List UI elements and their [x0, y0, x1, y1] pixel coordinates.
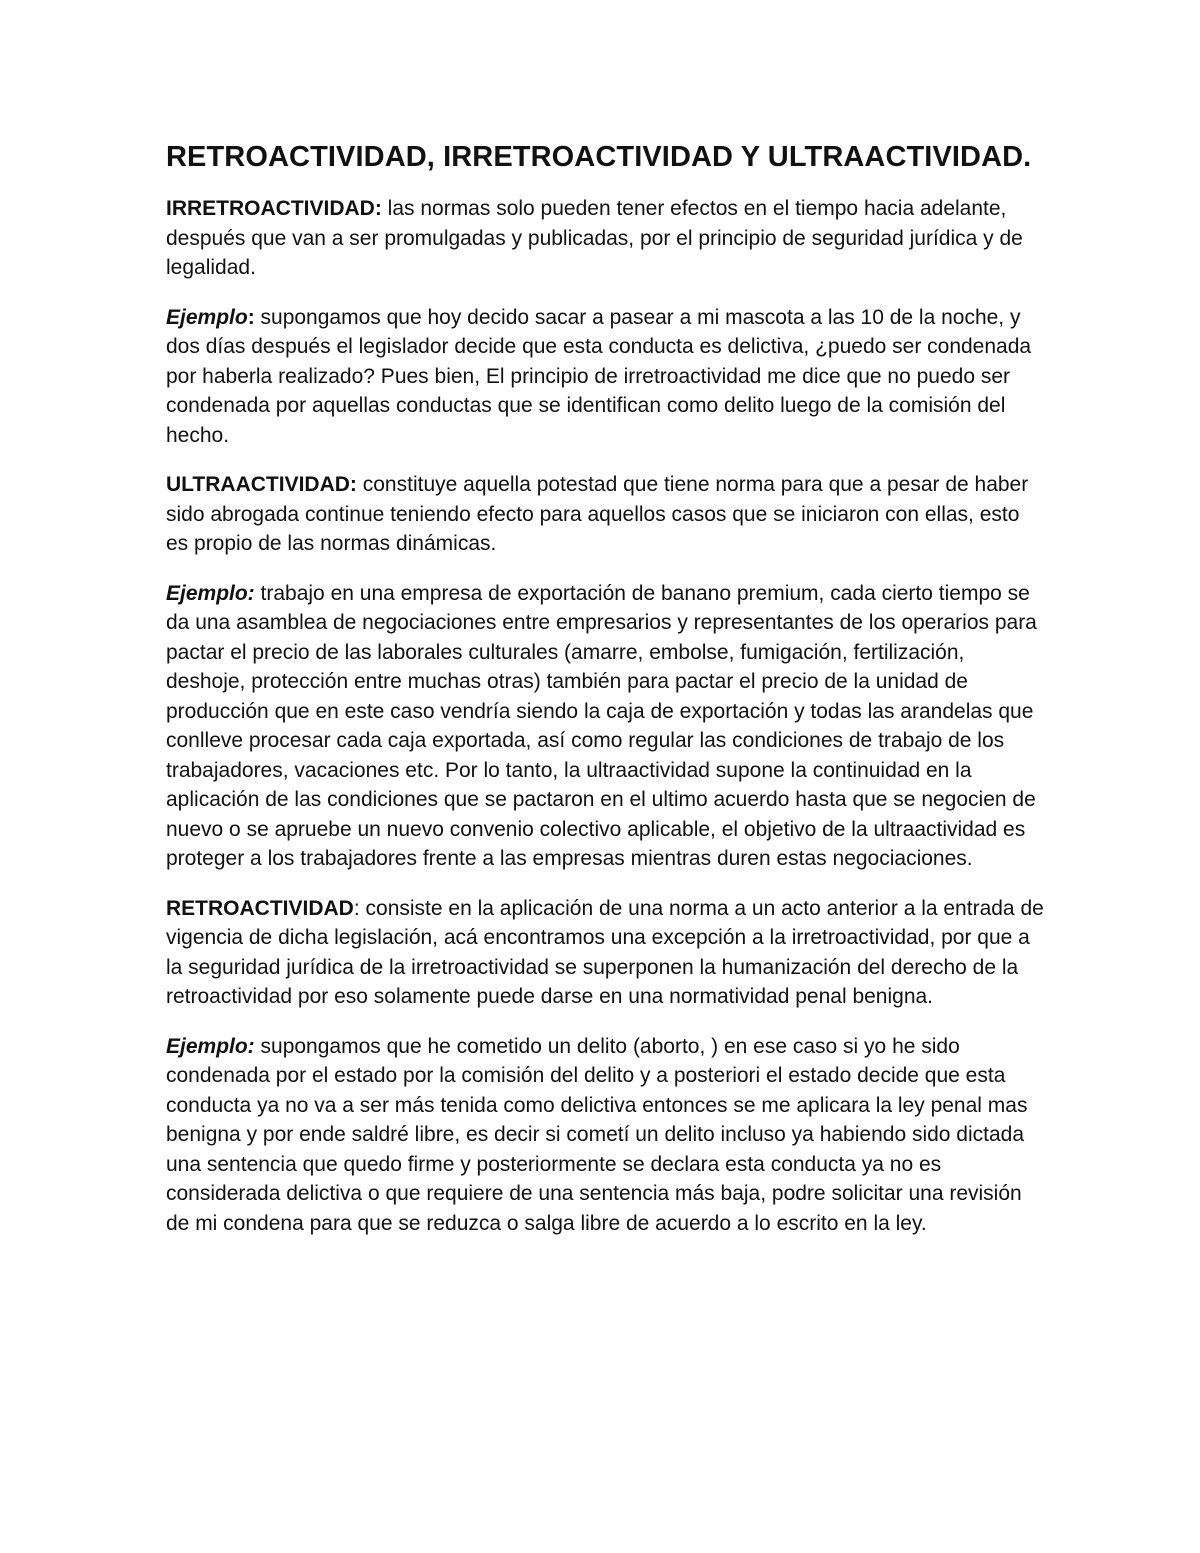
definition-ultraactividad: constituye aquella potestad que tiene norma para que a pesar de haber sido abrogada continue teniendo efecto para aquellos casos que se iniciaron con ellas, esto es propio de las normas dinámicas. — [166, 473, 1029, 555]
term-retroactividad: RETROACTIVIDAD — [166, 896, 354, 920]
example-text-retroactividad: supongamos que he cometido un delito (aborto, ) en ese caso si yo he sido condenada por el estado por la comisión del delito y a posteriori el estado decide que esta conducta ya no va a ser más tenida como delictiva entonces se me aplicara la ley penal mas benigna y por ende saldré libre, es decir si cometí un delito incluso ya habiendo sido dictada una sentencia que quedo firme y posteriormente se declara esta conducta ya no es considerada delictiva o que requiere de una sentencia más baja, podre solicitar una revisión de mi condena para que se reduzca o salga libre de acuerdo a lo escrito en la ley. — [166, 1034, 1028, 1235]
paragraph-example-irretroactividad — [166, 303, 1046, 451]
example-label: Ejemplo: — [166, 1034, 255, 1058]
paragraph-irretroactividad — [166, 194, 1046, 283]
paragraph-example-ultraactividad — [166, 579, 1046, 874]
term-colon: : — [353, 896, 360, 920]
example-text-ultraactividad: trabajo en una empresa de exportación de banano premium, cada cierto tiempo se da una asamblea de negociaciones entre empresarios y representantes de los operarios para pactar el precio de las laborales culturales (amarre, embolse, fumigación, fertilización, deshoje, protección entre muchas otras) también para pactar el precio de la unidad de producción que en este caso vendría siendo la caja de exportación y todas las arandelas que conlleve procesar cada caja exportada, así como regular las condiciones de trabajo de los trabajadores, vacaciones etc. Por lo tanto, la ultraactividad supone la continuidad en la aplicación de las condiciones que se pactaron en el ultimo acuerdo hasta que se negocien de nuevo o se apruebe un nuevo convenio colectivo aplicable, el objetivo de la ultraactividad es proteger a los trabajadores frente a las empresas mientras duren estas negociaciones. — [166, 581, 1037, 870]
document-body — [166, 138, 1046, 1258]
paragraph-retroactividad — [166, 894, 1046, 1012]
definition-irretroactividad: las normas solo pueden tener efectos en el tiempo hacia adelante, después que van a ser promulgadas y publicadas, por el principio de seguridad jurídica y de legalidad. — [166, 197, 1023, 279]
example-text-irretroactividad: supongamos que hoy decido sacar a pasear a mi mascota a las 10 de la noche, y dos días después el legislador decide que esta conducta es delictiva, ¿puedo ser condenada por haberla realizado? Pues bien, El principio de irretroactividad me dice que no puedo ser condenada por aquellas conductas que se identifican como delito luego de la comisión del hecho. — [166, 305, 1032, 447]
example-label: Ejemplo: — [166, 581, 255, 605]
term-ultraactividad: ULTRAACTIVIDAD: — [166, 473, 357, 496]
paragraph-ultraactividad — [166, 470, 1046, 559]
definition-retroactividad: consiste en la aplicación de una norma a un acto anterior a la entrada de vigencia de dicha legislación, acá encontramos una excepción a la irretroactividad, por que a la seguridad jurídica de la irretroactividad se superponen la humanización del derecho de la retroactividad por eso solamente puede darse en una normatividad penal benigna. — [166, 896, 1044, 1008]
document-title: RETROACTIVIDAD, IRRETROACTIVIDAD Y ULTRAACTIVIDAD. — [166, 141, 1032, 173]
term-irretroactividad: IRRETROACTIVIDAD: — [166, 197, 382, 220]
example-label: Ejemplo — [166, 305, 248, 329]
paragraph-example-retroactividad — [166, 1032, 1046, 1239]
example-colon: : — [247, 305, 255, 329]
